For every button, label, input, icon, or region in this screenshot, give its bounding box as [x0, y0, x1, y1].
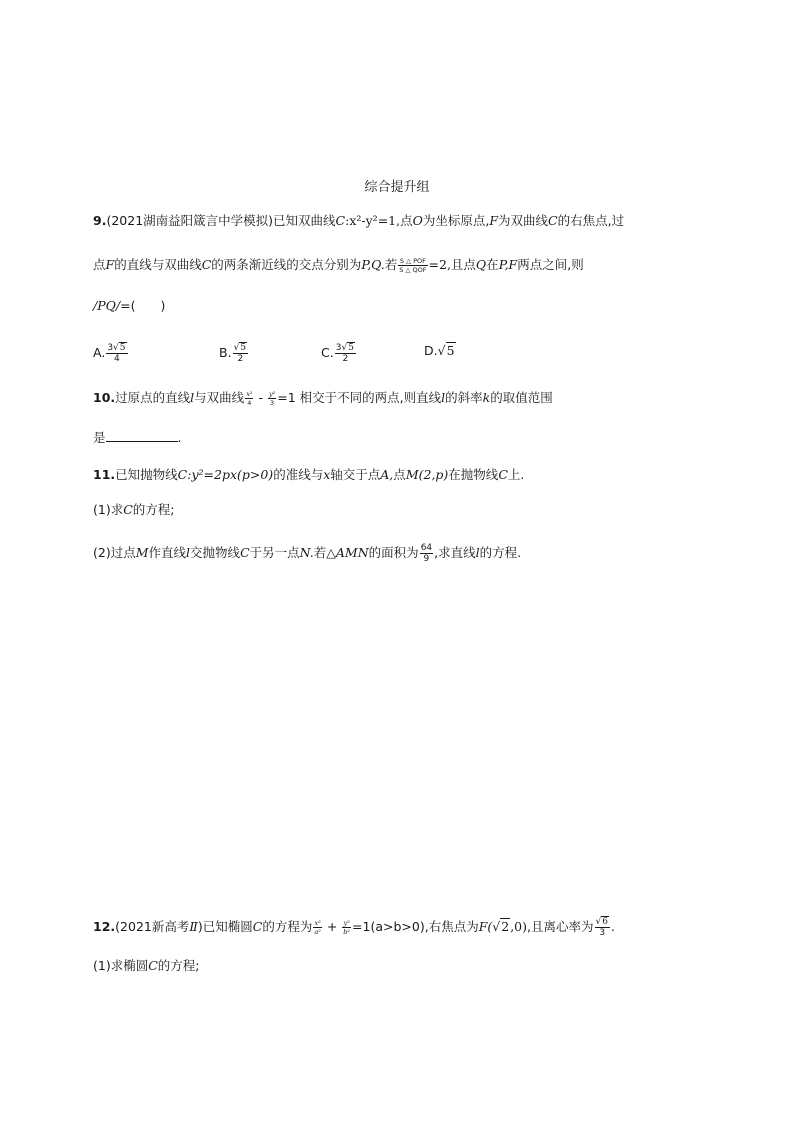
math-var: M — [135, 545, 149, 560]
question-12-source: (2021新高考 — [115, 919, 190, 934]
text: (1)求 — [93, 502, 124, 517]
text: 在抛物线 — [448, 467, 499, 482]
text: 的面积为 — [368, 545, 419, 560]
text: 若 — [384, 257, 398, 272]
text: 已知抛物线 — [115, 467, 178, 482]
text: 的准线与 — [273, 467, 324, 482]
text: 是 — [93, 430, 106, 445]
math-var: x — [323, 467, 331, 482]
text: 在 — [486, 257, 499, 272]
text: 的直线与双曲线 — [114, 257, 202, 272]
fraction-denominator: S △ QOF — [399, 266, 427, 274]
sqrt: √2 — [492, 919, 510, 934]
sqrt: √5 — [113, 343, 126, 353]
sqrt: √5 — [437, 343, 455, 358]
option-c-fraction — [335, 343, 356, 364]
text: 为双曲线 — [498, 213, 549, 228]
text: 已知双曲线 — [273, 213, 336, 228]
text: 的方程. — [479, 545, 522, 560]
fraction-numerator — [595, 917, 610, 928]
math-var: AMN — [335, 545, 369, 560]
sqrt: √6 — [595, 917, 608, 927]
section-title: 综合提升组 — [364, 180, 430, 195]
coefficient: 3 — [335, 343, 342, 353]
radicand: 6 — [602, 917, 608, 927]
text: ) — [197, 919, 203, 934]
condition: =1(a>b>0) — [352, 919, 425, 934]
text: 的方程; — [157, 958, 200, 973]
math-var: l — [186, 545, 191, 560]
text: 的两条渐近线的交点分别为 — [211, 257, 362, 272]
radicand: 5 — [348, 343, 354, 353]
math-var: C — [240, 545, 250, 560]
math-var: A, — [380, 467, 394, 482]
math-var: F — [105, 257, 115, 272]
text: 已知椭圆 — [202, 919, 253, 934]
text: 轴交于点 — [330, 467, 381, 482]
equation: C:y²=2px(p>0) — [177, 467, 274, 482]
text: 点 — [93, 257, 106, 272]
fraction-denominator: a² — [314, 928, 321, 936]
text: 作直线 — [148, 545, 187, 560]
text: 点 — [400, 213, 413, 228]
math-var: P,F — [498, 257, 518, 272]
ellipse-y-term — [342, 919, 351, 936]
question-10-line-1 — [93, 389, 553, 407]
fraction-denominator: 2 — [237, 354, 244, 364]
option-c[interactable] — [321, 343, 357, 364]
ellipse-x-term — [313, 919, 321, 936]
fraction-numerator: x² — [246, 390, 253, 398]
text: 的方程为 — [262, 919, 313, 934]
option-a-fraction — [106, 343, 127, 364]
math-var: l — [475, 545, 480, 560]
math-var: F( — [478, 919, 493, 934]
fraction-numerator: S △ POF — [399, 257, 426, 265]
eccentricity-fraction — [595, 917, 610, 938]
question-9-line-2 — [93, 256, 584, 274]
fraction-numerator: 64 — [420, 543, 433, 553]
fraction-denominator: 9 — [423, 554, 430, 564]
option-label: B. — [219, 345, 232, 360]
option-d[interactable] — [424, 343, 456, 358]
text: 的右焦点,过 — [557, 213, 625, 228]
math-var: C — [201, 257, 212, 272]
text: ,求直线 — [434, 545, 476, 560]
math-var: C — [123, 502, 133, 517]
question-9-line-1 — [93, 212, 624, 230]
fraction-numerator: y² — [268, 390, 276, 398]
fraction-denominator: 3 — [599, 928, 606, 938]
coefficient: 3 — [107, 343, 114, 353]
text: (2)过点 — [93, 545, 136, 560]
text: 过原点的直线 — [115, 390, 191, 405]
text: 点 — [393, 467, 406, 482]
fraction-denominator: 2 — [342, 354, 349, 364]
hyperbola-x-term — [245, 390, 253, 407]
text: ,且离心率为 — [527, 919, 594, 934]
option-label: A. — [93, 345, 106, 360]
operator: - — [254, 390, 267, 405]
sqrt: √5 — [341, 343, 354, 353]
text: =1 相交于不同的两点,则直线 — [277, 390, 442, 405]
question-12-number: 12. — [93, 919, 116, 934]
fraction-numerator — [106, 343, 127, 354]
question-11-sub-1 — [93, 501, 175, 519]
fraction-denominator: 4 — [247, 399, 252, 407]
text: 与双曲线 — [194, 390, 245, 405]
answer-blank[interactable] — [106, 429, 178, 442]
math-var: l — [190, 390, 195, 405]
source-roman-numeral: Ⅱ — [189, 919, 198, 934]
math-var: M(2,p) — [405, 467, 449, 482]
answer-paren: =( ) — [120, 298, 166, 313]
math-var: C — [498, 467, 508, 482]
fraction-numerator: y² — [343, 919, 350, 927]
text: 的斜率 — [445, 390, 483, 405]
math-var: k — [482, 390, 491, 405]
question-11-line-1 — [93, 466, 524, 484]
question-12-sub-1 — [93, 957, 200, 975]
question-10-line-2 — [93, 429, 182, 447]
math-var: C — [548, 213, 558, 228]
math-var: Q — [475, 257, 487, 272]
math-var: C — [335, 213, 346, 228]
option-b-fraction — [233, 343, 248, 364]
text: ,右焦点为 — [424, 919, 479, 934]
question-10-number: 10. — [93, 390, 116, 405]
text: 交抛物线 — [190, 545, 241, 560]
text: 上. — [507, 467, 525, 482]
question-9-line-3 — [93, 297, 165, 315]
option-label: D. — [424, 343, 438, 358]
question-9-source: (2021湖南益阳箴言中学模拟) — [106, 213, 274, 228]
radicand: 5 — [446, 343, 455, 358]
text: . — [177, 430, 182, 445]
area-ratio-fraction — [398, 257, 427, 274]
area-fraction — [420, 543, 433, 564]
math-var: l — [441, 390, 446, 405]
question-12-line-1 — [93, 917, 615, 938]
fraction-denominator: 3 — [270, 399, 275, 407]
option-a[interactable] — [93, 343, 129, 364]
math-var: N. — [299, 545, 314, 560]
question-11-sub-2 — [93, 543, 521, 564]
math-var: P,Q. — [361, 257, 385, 272]
text: 的方程; — [132, 502, 175, 517]
math-var: C — [148, 958, 158, 973]
question-11-number: 11. — [93, 467, 116, 482]
text: =2,且点 — [428, 257, 476, 272]
fraction-denominator: b² — [343, 928, 351, 936]
fraction-numerator — [233, 343, 248, 354]
math-var: F — [489, 213, 499, 228]
equation: :x²-y²=1, — [345, 213, 401, 228]
option-b[interactable] — [219, 343, 249, 364]
radicand: 5 — [240, 343, 247, 353]
hyperbola-y-term — [268, 390, 276, 407]
math-var: C — [252, 919, 263, 934]
text: 两点之间,则 — [517, 257, 584, 272]
math-var: /PQ/ — [93, 298, 121, 313]
fraction-denominator: 4 — [114, 354, 120, 364]
text: 为坐标原点, — [422, 213, 490, 228]
text: (1)求椭圆 — [93, 958, 149, 973]
question-9-number: 9. — [93, 213, 107, 228]
option-label: C. — [321, 345, 334, 360]
fraction-numerator: x² — [314, 919, 321, 927]
operator: + — [322, 919, 342, 934]
text: . — [610, 919, 615, 934]
text: 若△ — [313, 545, 336, 560]
radicand: 2 — [501, 919, 510, 934]
sqrt: √5 — [233, 343, 247, 353]
fraction-numerator — [335, 343, 356, 354]
math-var: O — [412, 213, 423, 228]
text: 于另一点 — [249, 545, 300, 560]
radicand: 5 — [119, 343, 126, 353]
text: ,0) — [510, 919, 528, 934]
text: 的取值范围 — [490, 390, 553, 405]
